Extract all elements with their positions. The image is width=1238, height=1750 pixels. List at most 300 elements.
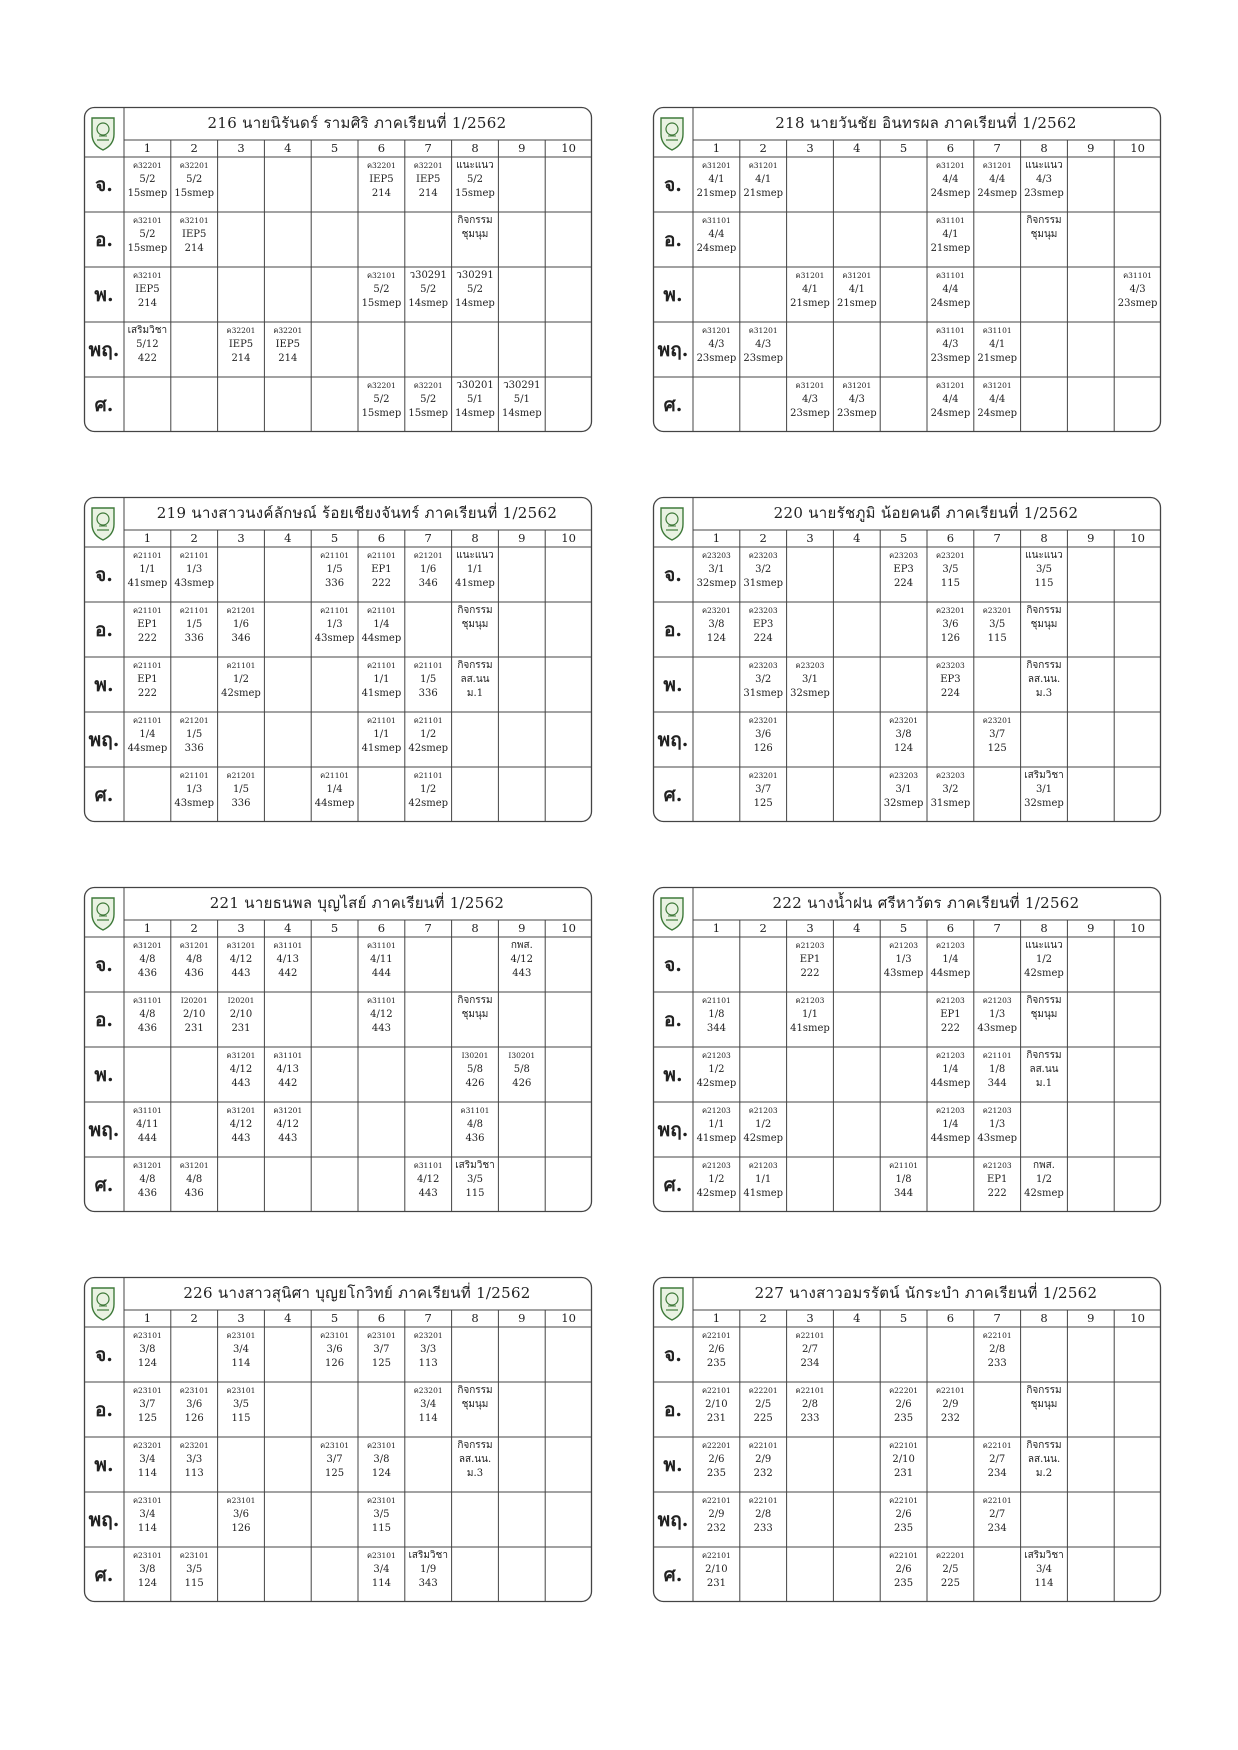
timetable-title: 219 นางสาวนงค์ลักษณ์ ร้อยเชียงจันทร์ ภาคเรียนที่ 1/2562 xyxy=(156,504,558,522)
class-group: 1/4 xyxy=(942,1119,959,1130)
period-header-row xyxy=(124,140,592,157)
class-group: EP1 xyxy=(940,1009,961,1020)
timetable-cell xyxy=(880,1547,927,1601)
timetable-cell xyxy=(498,1437,545,1491)
room-number: 126 xyxy=(184,1413,204,1424)
timetable-cell xyxy=(545,212,592,266)
timetable-cell xyxy=(880,1157,927,1211)
class-group: 1/3 xyxy=(186,564,203,575)
timetable-card xyxy=(84,107,592,432)
room-number: 43smep xyxy=(174,578,215,589)
timetable-cell xyxy=(927,712,974,766)
period-number: 7 xyxy=(424,141,432,155)
timetable-cell xyxy=(264,547,311,601)
timetable-cell xyxy=(693,602,740,656)
room-number: 15smep xyxy=(127,243,168,254)
course-code: แนะแนว xyxy=(456,550,494,561)
class-group: 3/3 xyxy=(420,1344,437,1355)
timetable-cell xyxy=(693,322,740,376)
room-number: 231 xyxy=(706,1578,726,1589)
room-number: 444 xyxy=(371,968,391,979)
course-code: กิจกรรม xyxy=(457,605,493,616)
room-number: 21smep xyxy=(836,298,877,309)
period-number: 8 xyxy=(1040,921,1048,935)
timetable-cell xyxy=(927,322,974,376)
course-code: ค21101 xyxy=(413,771,443,780)
timetable-cell xyxy=(171,267,218,321)
class-group: 2/8 xyxy=(989,1344,1006,1355)
timetable-cell xyxy=(974,157,1021,211)
course-code: กิจกรรม xyxy=(457,995,493,1006)
day-label-fri: ศ. xyxy=(663,1173,683,1196)
timetable-cell xyxy=(405,322,452,376)
period-number: 3 xyxy=(237,141,245,155)
class-group: 5/12 xyxy=(136,339,159,350)
school-crest-icon xyxy=(88,894,118,932)
period-header-row xyxy=(124,920,592,937)
timetable-cell xyxy=(833,602,880,656)
room-number: 113 xyxy=(184,1468,204,1479)
day-label-mon: จ. xyxy=(95,173,113,196)
period-number: 1 xyxy=(143,531,152,545)
class-group: 4/3 xyxy=(801,394,819,405)
class-group: 1/1 xyxy=(373,729,390,740)
course-code: ว30291 xyxy=(409,270,447,281)
day-label-wed: พ. xyxy=(663,283,683,306)
timetable-cell xyxy=(545,1047,592,1101)
course-code: ค21203 xyxy=(795,996,825,1005)
timetable-cell xyxy=(1067,1327,1114,1381)
course-code: ค22101 xyxy=(701,1386,731,1395)
period-number: 10 xyxy=(1130,1311,1145,1325)
room-number: 24smep xyxy=(930,298,971,309)
period-number: 6 xyxy=(946,921,955,935)
timetable-cell xyxy=(1021,767,1068,821)
timetable-cell xyxy=(833,1102,880,1156)
timetable-cell xyxy=(1067,602,1114,656)
course-code: ค21203 xyxy=(935,996,965,1005)
course-code: กิจกรรม xyxy=(457,215,493,226)
timetable-cell xyxy=(693,1382,740,1436)
timetable-cell xyxy=(452,1492,499,1546)
course-code: ค21101 xyxy=(179,551,209,560)
room-number: 14smep xyxy=(408,298,449,309)
period-number: 8 xyxy=(471,921,479,935)
room-number: 443 xyxy=(371,1023,391,1034)
timetable-cell xyxy=(498,712,545,766)
timetable-cell xyxy=(693,1547,740,1601)
timetable-cell xyxy=(218,1437,265,1491)
course-code: ค23101 xyxy=(132,1496,162,1505)
room-number: 125 xyxy=(325,1468,345,1479)
timetable-cell xyxy=(833,1327,880,1381)
course-code: ค23201 xyxy=(132,1441,162,1450)
course-code: ค21101 xyxy=(132,606,162,615)
timetable-cell xyxy=(358,1327,405,1381)
course-code: ค23101 xyxy=(179,1386,209,1395)
class-group: 3/8 xyxy=(139,1344,156,1355)
course-code: ค21201 xyxy=(413,551,443,560)
room-number: 422 xyxy=(137,353,157,364)
room-number: 42smep xyxy=(696,1078,737,1089)
timetable-cell xyxy=(452,1047,499,1101)
room-number: 336 xyxy=(231,798,251,809)
room-number: 222 xyxy=(137,688,157,699)
timetable-cell xyxy=(1021,547,1068,601)
course-code: ค31201 xyxy=(982,381,1012,390)
room-number: 126 xyxy=(325,1358,345,1369)
class-group: EP3 xyxy=(940,674,961,685)
day-label-fri: ศ. xyxy=(663,1563,683,1586)
timetable-cell xyxy=(1114,657,1161,711)
timetable-cell xyxy=(405,1437,452,1491)
timetable-cell xyxy=(740,547,787,601)
course-code: เสริมวิชา xyxy=(1024,1550,1064,1561)
timetable-cell xyxy=(218,1547,265,1601)
timetable-card xyxy=(84,497,592,822)
class-group: 1/5 xyxy=(186,619,203,630)
class-group: 3/4 xyxy=(139,1454,156,1465)
class-group: 1/2 xyxy=(420,784,437,795)
period-number: 1 xyxy=(712,141,721,155)
timetable-cell xyxy=(171,1437,218,1491)
room-number: 235 xyxy=(894,1578,914,1589)
class-group: 3/7 xyxy=(989,729,1006,740)
course-code: ค21101 xyxy=(132,661,162,670)
period-number: 9 xyxy=(1087,531,1095,545)
timetable-cell xyxy=(311,267,358,321)
period-number: 3 xyxy=(806,921,814,935)
timetable-cell xyxy=(1114,1327,1161,1381)
room-number: 124 xyxy=(894,743,914,754)
timetable-cell xyxy=(311,1157,358,1211)
period-number: 4 xyxy=(284,531,292,545)
class-group: 4/11 xyxy=(136,1119,159,1130)
class-group: 5/2 xyxy=(373,394,390,405)
room-number: 225 xyxy=(940,1578,960,1589)
timetable-cell xyxy=(974,322,1021,376)
room-number: 42smep xyxy=(1024,968,1064,979)
timetable-cell xyxy=(974,547,1021,601)
day-label-wed: พ. xyxy=(663,673,683,696)
period-number: 9 xyxy=(518,141,526,155)
course-code: ค22101 xyxy=(982,1331,1012,1340)
course-code: เสริมวิชา xyxy=(1024,770,1064,781)
room-number: 346 xyxy=(231,633,251,644)
class-group: 1/4 xyxy=(373,619,390,630)
class-group: 5/8 xyxy=(513,1064,530,1075)
room-number: 32smep xyxy=(883,798,924,809)
timetable-cell xyxy=(1021,377,1068,431)
day-label-mon: จ. xyxy=(95,953,113,976)
timetable-cell xyxy=(880,767,927,821)
room-number: 21smep xyxy=(743,188,784,199)
timetable-cell xyxy=(974,212,1021,266)
timetable-cell xyxy=(311,712,358,766)
course-code: ค21203 xyxy=(795,941,825,950)
timetable-cell xyxy=(218,212,265,266)
timetable-cell xyxy=(358,1492,405,1546)
course-code: ค32201 xyxy=(273,326,303,335)
timetable-cell xyxy=(927,937,974,991)
course-code: ค22101 xyxy=(935,1386,965,1395)
timetable-cell xyxy=(927,267,974,321)
timetable-cell xyxy=(1114,712,1161,766)
class-group: 2/7 xyxy=(989,1454,1006,1465)
period-number: 10 xyxy=(1130,141,1145,155)
period-number: 4 xyxy=(853,1311,861,1325)
timetable-cell xyxy=(880,1327,927,1381)
period-number: 2 xyxy=(190,531,198,545)
room-number: 42smep xyxy=(221,688,261,699)
room-number: 14smep xyxy=(455,298,495,309)
course-code: ค31101 xyxy=(273,941,303,950)
day-label-wed: พ. xyxy=(94,1453,114,1476)
timetable-cell xyxy=(498,1382,545,1436)
timetable-cell xyxy=(498,1102,545,1156)
class-group: 1/3 xyxy=(989,1119,1006,1130)
timetable-cell xyxy=(740,1102,787,1156)
timetable-cell xyxy=(545,657,592,711)
course-code: ค23101 xyxy=(179,1551,209,1560)
period-number: 9 xyxy=(518,921,526,935)
timetable-cell xyxy=(1021,1047,1068,1101)
room-number: 24smep xyxy=(930,188,971,199)
timetable-cell xyxy=(787,1437,834,1491)
timetable-cell xyxy=(124,212,171,266)
timetable-cell xyxy=(787,657,834,711)
timetable-cell xyxy=(880,1437,927,1491)
room-number: 43smep xyxy=(314,633,355,644)
timetable-cell xyxy=(880,377,927,431)
timetable-cell xyxy=(833,377,880,431)
room-number: 442 xyxy=(278,1078,298,1089)
class-group: IEP5 xyxy=(182,229,207,240)
course-code: ค21203 xyxy=(982,1161,1012,1170)
class-group: 3/2 xyxy=(755,564,772,575)
timetable-cell xyxy=(693,377,740,431)
timetable-cell xyxy=(171,1547,218,1601)
class-group: ชุมนุม xyxy=(461,619,489,630)
day-label-wed: พ. xyxy=(663,1063,683,1086)
room-number: 113 xyxy=(418,1358,438,1369)
room-number: 214 xyxy=(418,188,438,199)
room-number: 43smep xyxy=(174,798,215,809)
course-code: ค22101 xyxy=(889,1441,919,1450)
timetable-cell xyxy=(740,1547,787,1601)
class-group: 1/6 xyxy=(232,619,250,630)
timetable-cell xyxy=(833,267,880,321)
class-group: 5/2 xyxy=(420,394,437,405)
course-code: ค23101 xyxy=(366,1551,396,1560)
timetable-title: 227 นางสาวอมรรัตน์ นักระบำ ภาคเรียนที่ 1/2562 xyxy=(754,1284,1098,1302)
class-group: 2/9 xyxy=(755,1454,772,1465)
class-group: 2/9 xyxy=(708,1509,725,1520)
timetable-cell xyxy=(787,602,834,656)
room-number: 224 xyxy=(753,633,773,644)
timetable-cell xyxy=(124,1437,171,1491)
timetable-cell xyxy=(974,1327,1021,1381)
timetable-cell xyxy=(974,1157,1021,1211)
course-code: ค31101 xyxy=(132,1106,162,1115)
class-group: IEP5 xyxy=(369,174,394,185)
timetable-cell xyxy=(787,992,834,1046)
timetable-card xyxy=(653,107,1161,432)
room-number: 41smep xyxy=(361,688,402,699)
timetable-cell xyxy=(498,937,545,991)
course-code: ค21101 xyxy=(366,716,396,725)
timetable-cell xyxy=(693,767,740,821)
course-code: ค31201 xyxy=(226,1051,256,1060)
timetable-cell xyxy=(1021,1102,1068,1156)
class-group: 5/2 xyxy=(420,284,437,295)
timetable-cell xyxy=(1021,1382,1068,1436)
timetable-title: 222 นางน้ำฝน ศรีหาวัตร ภาคเรียนที่ 1/2562 xyxy=(772,894,1080,912)
room-number: 115 xyxy=(371,1523,391,1534)
course-code: ค21203 xyxy=(982,1106,1012,1115)
timetable-cell xyxy=(545,547,592,601)
timetable-cell xyxy=(1067,657,1114,711)
class-group: ลส.นน xyxy=(460,674,490,685)
timetable-cell xyxy=(1067,767,1114,821)
room-number: 214 xyxy=(371,188,391,199)
timetable-cell xyxy=(1067,322,1114,376)
course-code: ค32201 xyxy=(366,381,396,390)
class-group: IEP5 xyxy=(135,284,160,295)
timetable-cell xyxy=(1114,1492,1161,1546)
period-number: 6 xyxy=(377,141,386,155)
timetable-cell xyxy=(545,1437,592,1491)
timetable-cell xyxy=(974,657,1021,711)
timetable-cell xyxy=(787,767,834,821)
timetable-title: 220 นายรัชภูมิ น้อยคนดี ภาคเรียนที่ 1/2562 xyxy=(773,504,1079,522)
room-number: 222 xyxy=(987,1188,1007,1199)
timetable-cell xyxy=(545,712,592,766)
timetable-cell xyxy=(927,602,974,656)
class-group: 3/6 xyxy=(942,619,959,630)
timetable-cell xyxy=(171,377,218,431)
room-number: 346 xyxy=(418,578,438,589)
class-group: 4/1 xyxy=(708,174,725,185)
course-code: ว30291 xyxy=(456,270,494,281)
course-code: ค21203 xyxy=(748,1161,778,1170)
course-code: ค32201 xyxy=(413,161,443,170)
room-number: 426 xyxy=(465,1078,485,1089)
class-group: 1/4 xyxy=(326,784,343,795)
course-code: ค31101 xyxy=(935,271,965,280)
period-number: 5 xyxy=(330,531,339,545)
class-group: 1/2 xyxy=(420,729,437,740)
timetable-cell xyxy=(1114,1547,1161,1601)
timetable-card xyxy=(653,1277,1161,1602)
timetable-cell xyxy=(693,937,740,991)
room-number: 235 xyxy=(894,1413,914,1424)
day-label-mon: จ. xyxy=(95,1343,113,1366)
course-code: ค21201 xyxy=(179,716,209,725)
class-group: ชุมนุม xyxy=(461,1399,489,1410)
timetable-cell xyxy=(1067,157,1114,211)
room-number: 23smep xyxy=(930,353,971,364)
timetable-cell xyxy=(124,712,171,766)
timetable-cell xyxy=(498,267,545,321)
timetable-cell xyxy=(218,767,265,821)
class-group: 3/7 xyxy=(755,784,772,795)
course-code: ค31201 xyxy=(842,271,872,280)
room-number: 114 xyxy=(1034,1578,1054,1589)
room-number: 43smep xyxy=(977,1023,1018,1034)
timetable-cell xyxy=(1067,992,1114,1046)
timetable-cell xyxy=(218,267,265,321)
timetable-cell xyxy=(545,767,592,821)
class-group: 2/6 xyxy=(708,1454,725,1465)
day-label-fri: ศ. xyxy=(663,783,683,806)
course-code: ค21101 xyxy=(226,661,256,670)
course-code: ค21201 xyxy=(226,606,256,615)
class-group: 1/5 xyxy=(232,784,250,795)
timetable-cell xyxy=(218,1492,265,1546)
room-number: 336 xyxy=(325,578,345,589)
period-number: 5 xyxy=(899,531,908,545)
course-code: ค31101 xyxy=(132,996,162,1005)
room-number: 42smep xyxy=(408,743,449,754)
day-label-thu: พฤ. xyxy=(88,728,120,751)
timetable-cell xyxy=(787,1157,834,1211)
timetable-cell xyxy=(833,1157,880,1211)
course-code: ค23201 xyxy=(935,551,965,560)
room-number: 115 xyxy=(940,578,960,589)
room-number: 23smep xyxy=(836,408,877,419)
class-group: 4/12 xyxy=(229,954,253,965)
timetable-cell xyxy=(693,657,740,711)
course-code: ค23203 xyxy=(889,551,919,560)
timetable-cell xyxy=(927,767,974,821)
timetable-cell xyxy=(1067,377,1114,431)
class-group: 4/3 xyxy=(708,339,725,350)
timetable-cell xyxy=(171,157,218,211)
course-code: I30201 xyxy=(461,1051,489,1060)
day-label-fri: ศ. xyxy=(94,393,114,416)
course-code: ค23101 xyxy=(226,1496,256,1505)
timetable-cell xyxy=(218,157,265,211)
room-number: 233 xyxy=(800,1413,820,1424)
class-group: 1/8 xyxy=(989,1064,1006,1075)
class-group: 4/8 xyxy=(139,1174,156,1185)
class-group: 1/5 xyxy=(420,674,437,685)
class-group: ลส.นน. xyxy=(1027,1454,1061,1465)
timetable-cell xyxy=(498,657,545,711)
timetable-cell xyxy=(1067,1437,1114,1491)
room-number: 41smep xyxy=(455,578,495,589)
timetable-cell xyxy=(405,1157,452,1211)
timetable-cell xyxy=(787,267,834,321)
timetable-cell xyxy=(1114,1157,1161,1211)
timetable-cell xyxy=(498,1327,545,1381)
timetable-cell xyxy=(545,602,592,656)
timetable-cell xyxy=(358,1157,405,1211)
course-code: ค21101 xyxy=(889,1161,919,1170)
class-group: 4/4 xyxy=(942,174,959,185)
class-group: 1/4 xyxy=(942,954,959,965)
class-group: 3/7 xyxy=(373,1344,390,1355)
timetable-cell xyxy=(833,212,880,266)
course-code: ค23101 xyxy=(366,1331,396,1340)
timetable-cell xyxy=(927,157,974,211)
class-group: 3/5 xyxy=(1035,564,1053,575)
class-group: ลส.นน xyxy=(1029,1064,1059,1075)
course-code: ค22101 xyxy=(795,1331,825,1340)
course-code: เสริมวิชา xyxy=(408,1550,448,1561)
class-group: 2/7 xyxy=(989,1509,1006,1520)
